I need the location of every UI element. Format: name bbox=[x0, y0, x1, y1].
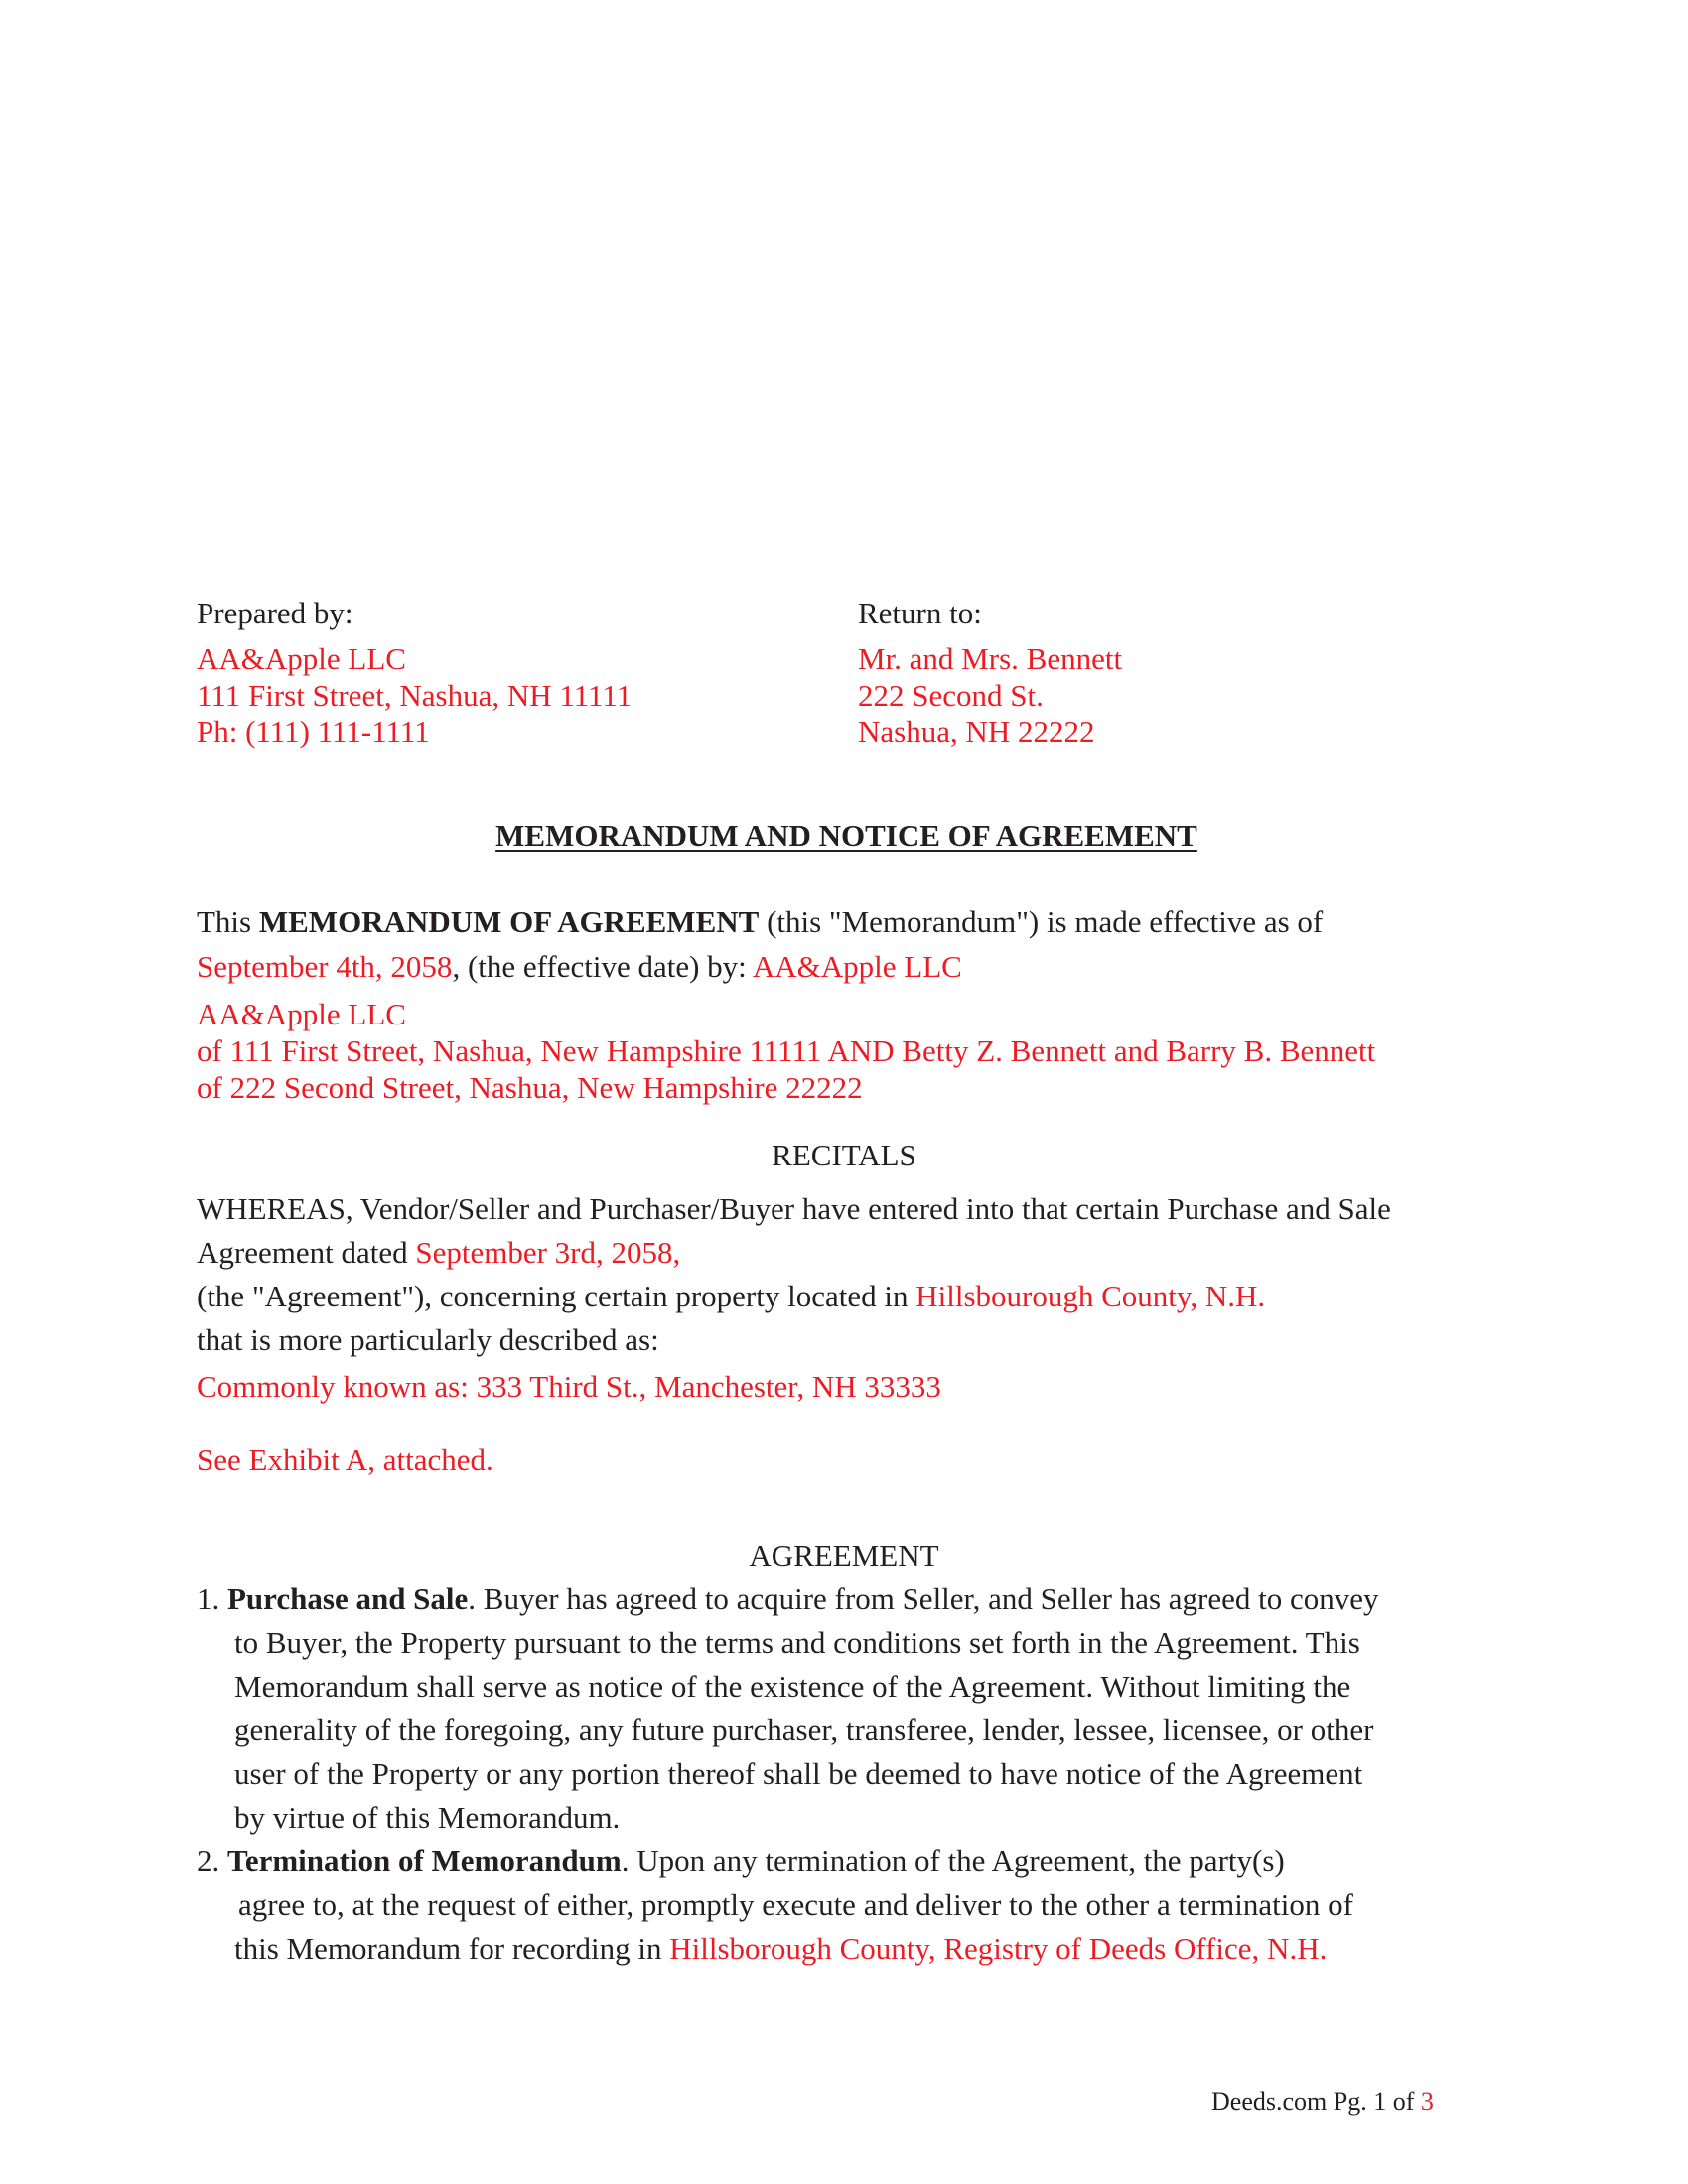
property-county: Hillsbourough County, N.H. bbox=[915, 1279, 1266, 1313]
item-1-line-4: generality of the foregoing, any future purchaser, transferee, lender, lessee, licensee, or other bbox=[234, 1712, 1374, 1747]
return-to-street: 222 Second St. bbox=[858, 678, 1044, 713]
by-party: AA&Apple LLC bbox=[752, 949, 962, 984]
item-2-line-2: agree to, at the request of either, promptly execute and deliver to the other a termination of bbox=[238, 1887, 1353, 1922]
effective-date: September 4th, 2058 bbox=[197, 949, 453, 984]
party-line-3: of 222 Second Street, Nashua, New Hampshire 22222 bbox=[197, 1070, 863, 1105]
return-to-city: Nashua, NH 22222 bbox=[858, 714, 1095, 749]
footer-total-pages: 3 bbox=[1420, 2087, 1434, 2116]
item-1-number: 1. bbox=[197, 1581, 220, 1616]
prepared-by-label: Prepared by: bbox=[197, 596, 353, 630]
item-1-line-1: 1. Purchase and Sale. Buyer has agreed to acquire from Seller, and Seller has agreed to convey bbox=[197, 1581, 1379, 1616]
preparer-phone: Ph: (111) 111-1111 bbox=[197, 714, 430, 749]
property-known-as: Commonly known as: 333 Third St., Manchester, NH 33333 bbox=[197, 1369, 941, 1404]
item-1-line-2: to Buyer, the Property pursuant to the terms and conditions set forth in the Agreement. This bbox=[234, 1625, 1360, 1660]
preparer-address: 111 First Street, Nashua, NH 11111 bbox=[197, 678, 633, 713]
return-to-name: Mr. and Mrs. Bennett bbox=[858, 641, 1123, 676]
party-line-1: AA&Apple LLC bbox=[197, 997, 406, 1031]
party-line-2: of 111 First Street, Nashua, New Hampshire 11111 AND Betty Z. Bennett and Barry B. Bennett bbox=[197, 1033, 1376, 1068]
document-title: MEMORANDUM AND NOTICE OF AGREEMENT bbox=[495, 818, 1197, 853]
page-footer bbox=[1211, 2089, 1434, 2115]
recitals-line-3: (the "Agreement"), concerning certain property located in Hillsbourough County, N.H. bbox=[197, 1279, 1266, 1313]
item-1-line-3: Memorandum shall serve as notice of the existence of the Agreement. Without limiting the bbox=[234, 1669, 1351, 1704]
return-to-label: Return to: bbox=[858, 596, 982, 630]
item-1-line-5: user of the Property or any portion thereof shall be deemed to have notice of the Agreement bbox=[234, 1756, 1363, 1791]
agreement-heading: AGREEMENT bbox=[749, 1538, 939, 1572]
agreement-date: September 3rd, 2058, bbox=[415, 1235, 681, 1270]
item-2-line-1: 2. Termination of Memorandum. Upon any termination of the Agreement, the party(s) bbox=[197, 1843, 1285, 1878]
recitals-line-1: WHEREAS, Vendor/Seller and Purchaser/Buyer have entered into that certain Purchase and Sale bbox=[197, 1191, 1391, 1226]
registry-office: Hillsborough County, Registry of Deeds Office, N.H. bbox=[669, 1931, 1328, 1966]
recitals-heading: RECITALS bbox=[772, 1138, 916, 1172]
item-2-number: 2. bbox=[197, 1843, 220, 1878]
intro-line-2: September 4th, 2058, (the effective date) by: AA&Apple LLC bbox=[197, 949, 962, 984]
item-1-title: Purchase and Sale bbox=[227, 1581, 469, 1616]
footer-site: Deeds.com Pg. 1 of bbox=[1211, 2087, 1415, 2116]
recitals-line-4: that is more particularly described as: bbox=[197, 1322, 659, 1357]
item-2-line-3: this Memorandum for recording in Hillsborough County, Registry of Deeds Office, N.H. bbox=[234, 1931, 1328, 1966]
intro-line-1: This MEMORANDUM OF AGREEMENT (this "Memorandum") is made effective as of bbox=[197, 904, 1324, 939]
recitals-line-2: Agreement dated September 3rd, 2058, bbox=[197, 1235, 681, 1270]
item-2-title: Termination of Memorandum bbox=[227, 1843, 622, 1878]
preparer-name: AA&Apple LLC bbox=[197, 641, 406, 676]
exhibit-reference: See Exhibit A, attached. bbox=[197, 1442, 493, 1477]
item-1-line-6: by virtue of this Memorandum. bbox=[234, 1800, 621, 1835]
